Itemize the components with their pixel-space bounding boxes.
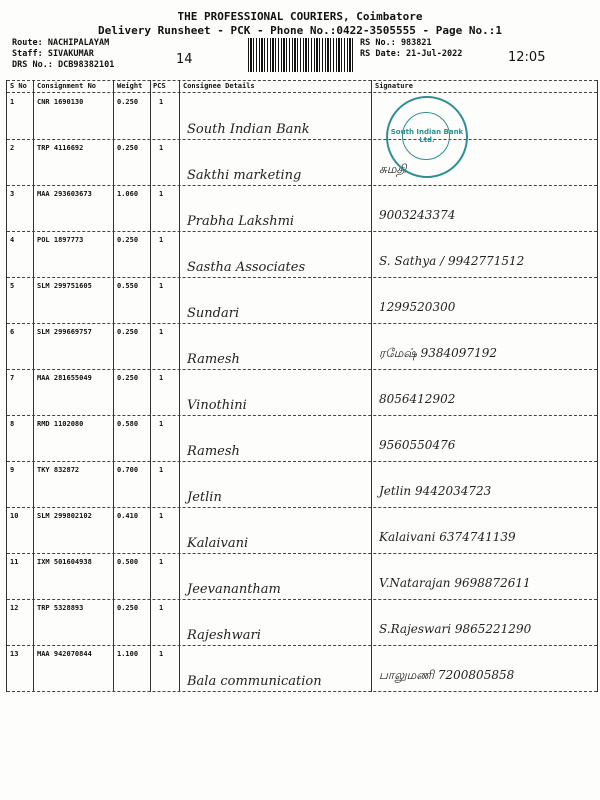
runsheet-title: THE PROFESSIONAL COURIERS, Coimbatore (177, 10, 423, 23)
cell-weight: 0.550 (117, 282, 139, 290)
table-row (7, 232, 597, 278)
cell-pcs: 1 (159, 190, 164, 198)
consignee-name: South Indian Bank (187, 122, 310, 137)
table-row (7, 324, 597, 370)
signature: V.Natarajan 9698872611 (379, 576, 531, 590)
cell-pcs: 1 (159, 420, 164, 428)
cell-weight: 0.410 (117, 512, 139, 520)
cell-sno: 7 (10, 374, 15, 382)
consignee-name: Sastha Associates (187, 260, 306, 275)
cell-weight: 0.500 (117, 558, 139, 566)
signature: 8056412902 (379, 392, 456, 406)
col-header-consignee: Consignee Details (183, 82, 255, 90)
cell-sno: 4 (10, 236, 15, 244)
cell-consignment: MAA 293603673 (37, 190, 92, 198)
cell-sno: 8 (10, 420, 15, 428)
rs-number: RS No.: 983821 (360, 38, 432, 48)
table-row (7, 646, 597, 692)
header-rule (7, 92, 597, 93)
cell-consignment: IXM 501604938 (37, 558, 92, 566)
runsheet-table (6, 80, 598, 692)
cell-consignment: TRP 4116692 (37, 144, 84, 152)
cell-weight: 0.250 (117, 144, 139, 152)
table-row (7, 416, 597, 462)
col-header-pcs: PCS (153, 82, 166, 90)
handwritten-time: 12:05 (508, 50, 546, 65)
cell-consignment: SLM 299669757 (37, 328, 92, 336)
cell-pcs: 1 (159, 466, 164, 474)
table-row (7, 186, 597, 232)
cell-sno: 3 (10, 190, 15, 198)
cell-sno: 1 (10, 98, 15, 106)
seal-text: South Indian Bank Ltd. (390, 128, 464, 144)
consignee-name: Ramesh (187, 352, 240, 367)
signature: 1299520300 (379, 300, 456, 314)
consignee-name: Sakthi marketing (187, 168, 302, 183)
cell-pcs: 1 (159, 236, 164, 244)
signature: பாலுமணி 7200805858 (379, 668, 515, 682)
col-header-sno: S No (10, 82, 27, 90)
row-rule (7, 691, 597, 692)
cell-sno: 9 (10, 466, 15, 474)
cell-sno: 12 (10, 604, 19, 612)
col-header-consignment: Consignment No (37, 82, 97, 90)
cell-sno: 6 (10, 328, 15, 336)
cell-pcs: 1 (159, 512, 164, 520)
table-row (7, 600, 597, 646)
cell-weight: 1.100 (117, 650, 139, 658)
consignee-name: Kalaivani (187, 536, 249, 551)
cell-sno: 10 (10, 512, 19, 520)
cell-pcs: 1 (159, 604, 164, 612)
cell-consignment: POL 1897773 (37, 236, 84, 244)
consignee-name: Bala communication (187, 674, 322, 689)
cell-pcs: 1 (159, 98, 164, 106)
cell-consignment: MAA 942070844 (37, 650, 92, 658)
cell-consignment: SLM 299802102 (37, 512, 92, 520)
cell-pcs: 1 (159, 144, 164, 152)
table-row (7, 94, 597, 140)
col-header-signature: Signature (375, 82, 413, 90)
cell-weight: 0.250 (117, 328, 139, 336)
cell-weight: 0.580 (117, 420, 139, 428)
signature: ரமேஷ் 9384097192 (379, 346, 497, 360)
signature: S.Rajeswari 9865221290 (379, 622, 532, 636)
signature: 9560550476 (379, 438, 456, 452)
cell-weight: 0.250 (117, 374, 139, 382)
cell-pcs: 1 (159, 328, 164, 336)
runsheet-subtitle: Delivery Runsheet - PCK - Phone No.:0422-3505555 - Page No.:1 (98, 24, 502, 37)
cell-sno: 2 (10, 144, 15, 152)
cell-consignment: TRP 5328893 (37, 604, 84, 612)
consignee-name: Prabha Lakshmi (187, 214, 295, 229)
cell-weight: 1.060 (117, 190, 139, 198)
table-row (7, 554, 597, 600)
consignee-name: Jetlin (187, 490, 222, 505)
cell-weight: 0.250 (117, 98, 139, 106)
rs-date: RS Date: 21-Jul-2022 (360, 49, 463, 59)
consignee-name: Sundari (187, 306, 240, 321)
table-top-rule (7, 80, 597, 81)
col-header-weight: Weight (117, 82, 143, 90)
cell-weight: 0.700 (117, 466, 139, 474)
bank-seal (386, 96, 468, 178)
signature: Jetlin 9442034723 (379, 484, 492, 498)
route: Route: NACHIPALAYAM (12, 38, 110, 48)
signature: சுமதி (379, 162, 407, 176)
signature: Kalaivani 6374741139 (379, 530, 516, 544)
cell-pcs: 1 (159, 282, 164, 290)
cell-consignment: RMD 1102080 (37, 420, 84, 428)
barcode (248, 38, 354, 72)
signature: 9003243374 (379, 208, 456, 222)
cell-sno: 13 (10, 650, 19, 658)
table-row (7, 370, 597, 416)
cell-consignment: MAA 281655049 (37, 374, 92, 382)
cell-consignment: CNR 1690130 (37, 98, 84, 106)
consignee-name: Vinothini (187, 398, 247, 413)
table-row (7, 140, 597, 186)
consignee-name: Jeevanantham (187, 582, 281, 597)
cell-consignment: TKY 832872 (37, 466, 80, 474)
cell-weight: 0.250 (117, 604, 139, 612)
table-row (7, 462, 597, 508)
cell-sno: 11 (10, 558, 19, 566)
cell-sno: 5 (10, 282, 15, 290)
signature: S. Sathya / 9942771512 (379, 254, 525, 268)
table-row (7, 508, 597, 554)
table-row (7, 278, 597, 324)
cell-weight: 0.250 (117, 236, 139, 244)
handwritten-mark: 14 (176, 52, 193, 67)
cell-pcs: 1 (159, 558, 164, 566)
cell-consignment: SLM 299751605 (37, 282, 92, 290)
staff: Staff: SIVAKUMAR (12, 49, 94, 59)
cell-pcs: 1 (159, 374, 164, 382)
drs-number: DRS No.: DCB98382101 (12, 60, 115, 70)
consignee-name: Rajeshwari (187, 628, 261, 643)
cell-pcs: 1 (159, 650, 164, 658)
consignee-name: Ramesh (187, 444, 240, 459)
